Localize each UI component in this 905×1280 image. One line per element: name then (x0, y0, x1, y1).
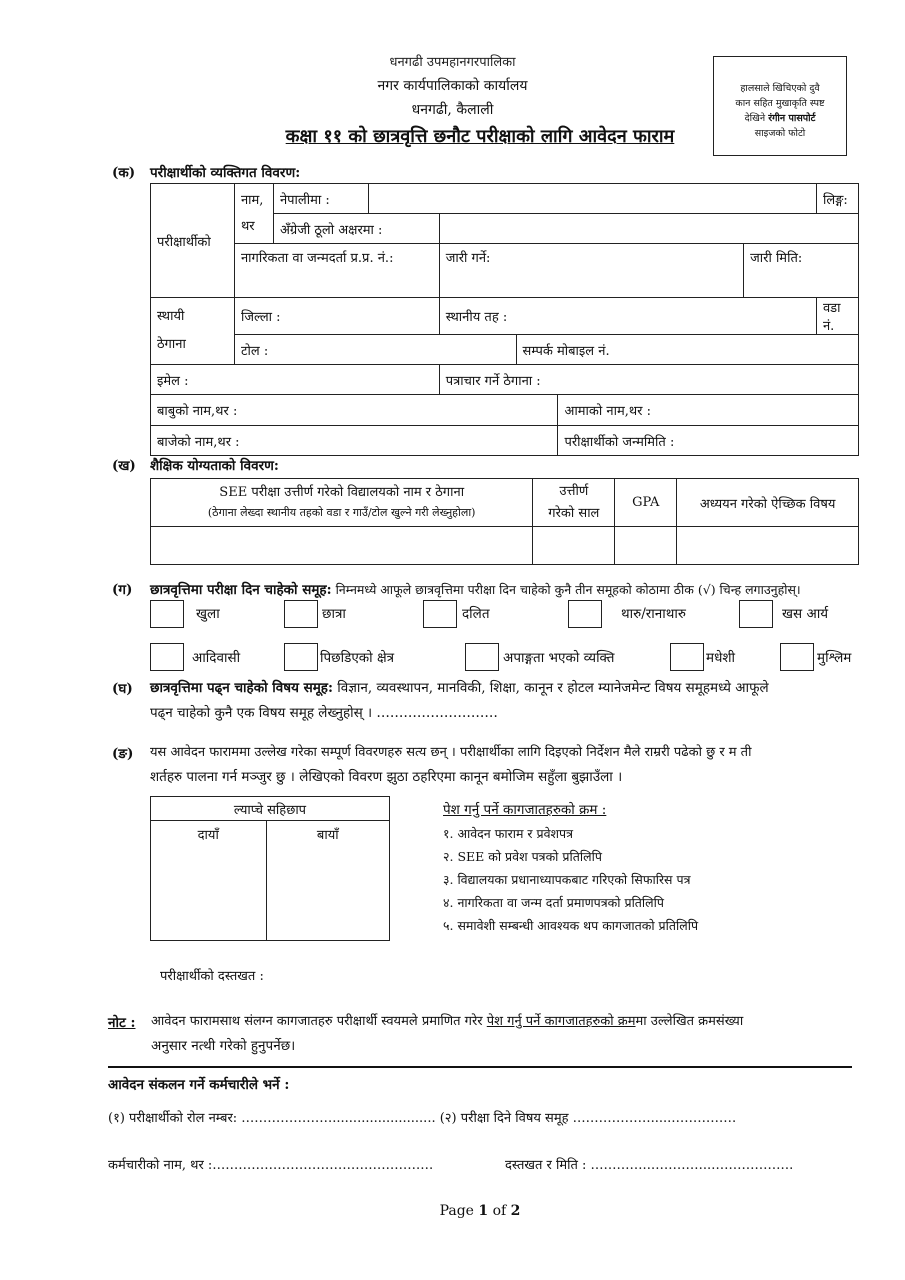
page-number: Page 1 of 2 (439, 1203, 521, 1219)
divider (108, 1066, 852, 1068)
option-backward-area: पिछडिएको क्षेत्र (320, 650, 395, 666)
district-field[interactable]: जिल्ला : (234, 298, 439, 335)
correspondence-address-field[interactable]: पत्राचार गर्ने ठेगाना : (439, 365, 858, 395)
option-tharu: थारु/रानाथारु (621, 606, 686, 622)
option-madheshi: मधेशी (706, 650, 736, 666)
option-khula: खुला (196, 606, 220, 622)
documents-list-item: २. SEE को प्रवेश पत्रको प्रतिलिपि (443, 849, 602, 864)
section-e-marker: (ङ) (112, 746, 134, 762)
checkbox-madheshi[interactable] (670, 643, 704, 671)
ward-field[interactable]: वडा नं. (816, 298, 858, 335)
roll-number-line[interactable]: (१) परीक्षार्थीको रोल नम्बर: …………………......................... (२) परीक्षा दिने विषय समूह ……………….....…………… (108, 1111, 737, 1126)
section-c-heading: छात्रवृत्तिमा परीक्षा दिन चाहेको समूह: (150, 582, 332, 598)
note-label: नोट : (108, 1015, 136, 1031)
optional-subject-field[interactable] (677, 527, 859, 565)
section-d-text: छात्रवृत्तिमा पढ्न चाहेको विषय समूह: विज्ञान, व्यवस्थापन, मानविकी, शिक्षा, कानून र होटल म्यानेजमेन्ट विषय समूहमध्ये आफूले पढ्न चाहेको कुनै एक विषय समूह लेख्नुहोस् । ……………………… (150, 680, 769, 721)
optional-subject-column-header: अध्ययन गरेको ऐच्छिक विषय (677, 479, 859, 527)
school-name-field[interactable] (151, 527, 533, 565)
section-b-heading: शैक्षिक योग्यताको विवरण: (150, 458, 279, 474)
candidate-signature-label: परीक्षार्थीको दस्तखत : (160, 969, 264, 984)
photo-box-line3: देखिने रंगीन पासपोर्ट (744, 113, 816, 124)
thumbprint-box (150, 796, 390, 941)
documents-list-item: १. आवेदन फाराम र प्रवेशपत्र (443, 826, 574, 841)
photo-box-line1: हालसाले खिचिएको दुवै (740, 83, 820, 94)
checkbox-adivasi[interactable] (150, 643, 184, 671)
checkbox-khas-arya[interactable] (739, 600, 773, 628)
thumbprint-title: ल्याप्चे सहिछाप (151, 797, 390, 821)
section-b-marker: (ख) (112, 458, 136, 474)
documents-list (443, 822, 698, 937)
office-subtitle: नगर कार्यपालिकाको कार्यालय (377, 78, 528, 94)
checkbox-disability[interactable] (465, 643, 499, 671)
checkbox-backward-area[interactable] (284, 643, 318, 671)
option-khas-arya: खस आर्य (782, 606, 829, 622)
nepali-name-field[interactable] (368, 184, 816, 214)
english-name-field[interactable] (439, 214, 858, 244)
option-adivasi: आदिवासी (192, 650, 241, 666)
gpa-field[interactable] (615, 527, 677, 565)
staff-name-line[interactable]: कर्मचारीको नाम, थर :…………………………………………… (108, 1158, 434, 1173)
documents-list-item: ४. नागरिकता वा जन्म दर्ता प्रमाणपत्रको प्रतिलिपि (443, 895, 664, 910)
checkbox-chhatra[interactable] (284, 600, 318, 628)
school-column-header: SEE परीक्षा उत्तीर्ण गरेको विद्यालयको नाम र ठेगाना (ठेगाना लेख्दा स्थानीय तहको वडा र गाउँ/टोल खुल्ने गरी लेख्नुहोला) (151, 479, 533, 527)
father-name-field[interactable]: बाबुको नाम,थर : (151, 395, 558, 426)
section-a-heading: परीक्षार्थीको व्यक्तिगत विवरण: (150, 165, 301, 181)
birth-date-field[interactable]: परीक्षार्थीको जन्ममिति : (558, 426, 859, 456)
grandfather-name-field[interactable]: बाजेको नाम,थर : (151, 426, 558, 456)
issued-by-field[interactable]: जारी गर्ने: (439, 244, 743, 298)
candidate-label-cell: परीक्षार्थीको (151, 184, 235, 298)
option-dalit: दलित (462, 606, 490, 622)
section-a-marker: (क) (112, 165, 136, 181)
office-location: धनगढी, कैलाली (411, 102, 494, 118)
english-label: अँग्रेजी ठूलो अक्षरमा : (273, 214, 439, 244)
documents-list-item: ३. विद्यालयका प्रधानाध्यापकबाट गरिएको सिफारिस पत्र (443, 872, 691, 887)
option-chhatra: छात्रा (322, 606, 346, 622)
personal-details-table (150, 183, 859, 456)
section-c-instruction: निम्नमध्ये आफूले छात्रवृत्तिमा परीक्षा दिन चाहेको कुनै तीन समूहको कोठामा ठीक (√) चिन्ह लगाउनुहोस्। (331, 582, 801, 597)
documents-list-item: ५. समावेशी सम्बन्धी आवश्यक थप कागजातको प्रतिलिपि (443, 918, 699, 933)
office-name: धनगढी उपमहानगरपालिका (389, 55, 516, 70)
right-thumb-cell[interactable]: दायाँ (151, 821, 267, 941)
option-disability: अपाङ्गता भएको व्यक्ति (503, 650, 615, 666)
pass-year-column-header: उत्तीर्ण गरेको साल (533, 479, 615, 527)
checkbox-tharu[interactable] (568, 600, 602, 628)
photo-box[interactable] (713, 56, 847, 156)
local-level-field[interactable]: स्थानीय तह : (439, 298, 816, 335)
form-title: कक्षा ११ को छात्रवृत्ति छनौट परीक्षाको लागि आवेदन फाराम (285, 126, 675, 147)
mother-name-field[interactable]: आमाको नाम,थर : (558, 395, 859, 426)
gender-field[interactable]: लिङ्ग: (816, 184, 858, 214)
checkbox-khula[interactable] (150, 600, 184, 628)
photo-box-line2: कान सहित मुखाकृति स्पष्ट (735, 98, 825, 109)
name-label-cell: नाम, थर (234, 184, 273, 244)
checkbox-dalit[interactable] (423, 600, 457, 628)
tole-field[interactable]: टोल : (234, 335, 516, 365)
checkbox-muslim[interactable] (780, 643, 814, 671)
gpa-column-header: GPA (615, 479, 677, 527)
issue-date-field[interactable]: जारी मिति: (744, 244, 859, 298)
option-muslim: मुश्लिम (817, 650, 852, 666)
section-c-text (150, 580, 801, 598)
note-text: आवेदन फारामसाथ संलग्न कागजातहरु परीक्षार्थी स्वयमले प्रमाणित गरेर पेश गर्नु पर्ने कागजातहरुको क्रममा उल्लेखित क्रमसंख्या अनुसार नत्थी गरेको हुनुपर्नेछ। (151, 1014, 744, 1054)
left-thumb-cell[interactable]: बायाँ (266, 821, 389, 941)
mobile-field[interactable]: सम्पर्क मोबाइल नं. (516, 335, 858, 365)
nepali-label: नेपालीमा : (273, 184, 368, 214)
education-table (150, 478, 859, 565)
declaration-text: यस आवेदन फाराममा उल्लेख गरेका सम्पूर्ण विवरणहरु सत्य छन् । परीक्षार्थीका लागि दिइएको निर्देशन मैले राम्ररी पढेको छु र म ती शर्तहरु पालना गर्न मञ्जुर छु । लेखिएको विवरण झुठा ठहरिएमा कानून बमोजिम सहुँला बुझाउँला । (150, 745, 752, 785)
documents-title: पेश गर्नु पर्ने कागजातहरुको क्रम : (443, 802, 607, 818)
email-field[interactable]: इमेल : (151, 365, 440, 395)
staff-signature-line[interactable]: दस्तखत र मिति : …………..…………..………………. (505, 1158, 794, 1173)
photo-box-line4: साइजको फोटो (754, 128, 806, 139)
permanent-address-label: स्थायी ठेगाना (151, 298, 235, 365)
office-use-heading: आवेदन संकलन गर्ने कर्मचारीले भर्ने : (108, 1077, 290, 1093)
section-d-marker: (घ) (112, 681, 133, 697)
citizenship-field[interactable]: नागरिकता वा जन्मदर्ता प्र.प्र. नं.: (234, 244, 439, 298)
pass-year-field[interactable] (533, 527, 615, 565)
section-c-marker: (ग) (112, 582, 133, 598)
